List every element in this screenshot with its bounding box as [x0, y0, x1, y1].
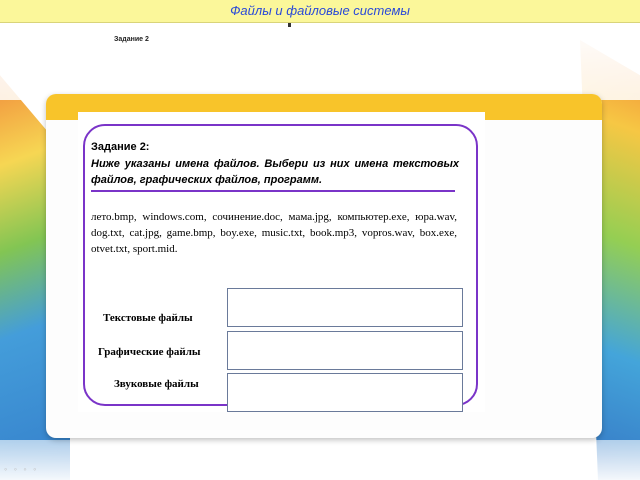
page-title: Файлы и файловые системы — [230, 3, 410, 18]
answer-field-text-files[interactable] — [227, 288, 463, 327]
slide-label: Задание 2 — [114, 36, 149, 43]
label-text-files: Текстовые файлы — [103, 312, 193, 324]
label-sound-files: Звуковые файлы — [114, 378, 199, 390]
answer-field-image-files[interactable] — [227, 331, 463, 370]
background-top-area — [0, 20, 640, 100]
title-bar — [0, 0, 640, 23]
instruction-underline — [91, 190, 455, 192]
task-heading: Задание 2: — [91, 141, 150, 153]
task-instruction: Ниже указаны имена файлов. Выбери из них имена текстовых файлов, графических файлов, программ. — [91, 158, 459, 186]
label-image-files: Графические файлы — [98, 346, 201, 358]
file-names-list: лето.bmp, windows.com, сочинение.doc, мама.jpg, компьютер.exe, юра.wav, dog.txt, cat.jpg, game.bmp, boy.exe, music.txt, book.mp3, vopros.wav, box.exe, otvet.txt, sport.mid. — [91, 211, 457, 255]
answer-field-sound-files[interactable] — [227, 373, 463, 412]
slide-nav-dots[interactable]: ◦ ◦ ◦ ◦ — [4, 464, 39, 474]
background-bottom-area — [0, 440, 640, 480]
cursor-mark — [288, 23, 291, 27]
